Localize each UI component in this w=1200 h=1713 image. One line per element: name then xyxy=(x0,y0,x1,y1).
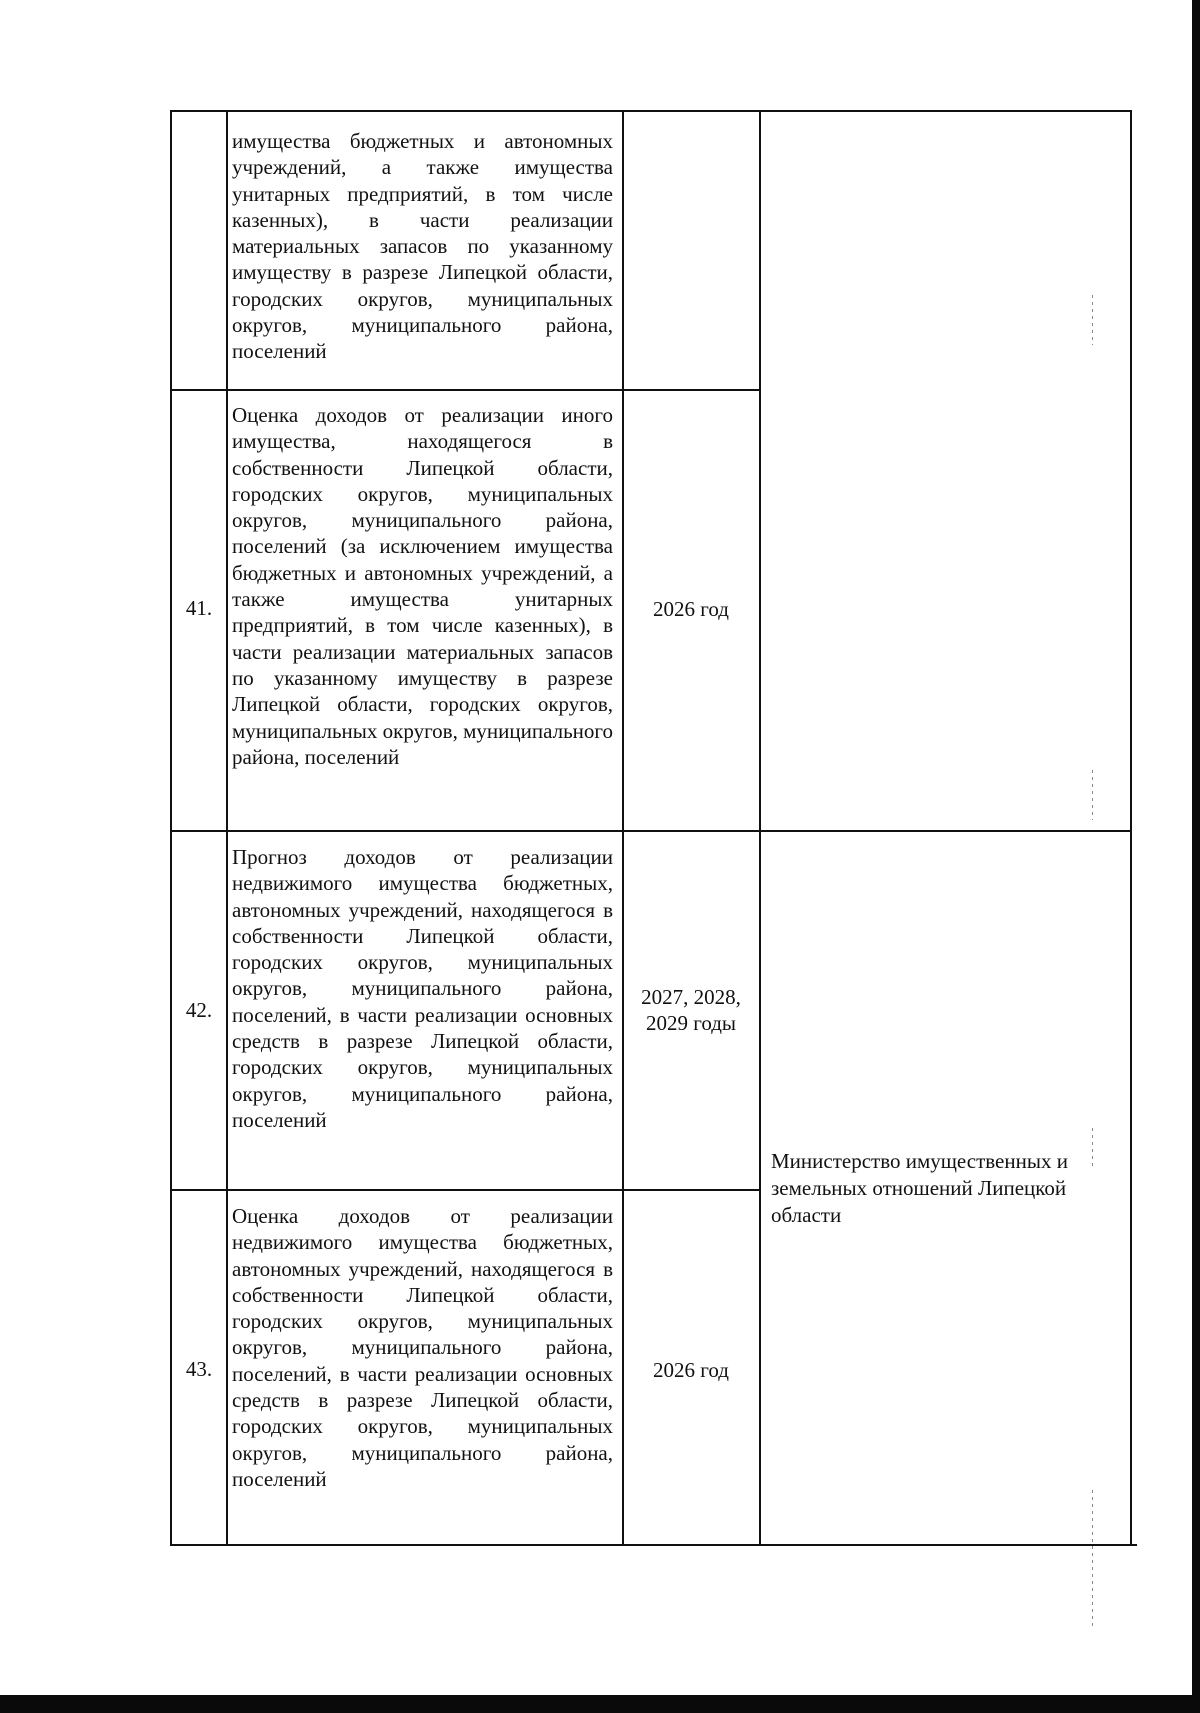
row-separator-3 xyxy=(170,1189,760,1191)
scan-artifact xyxy=(1092,1490,1093,1630)
row-description: Оценка доходов от реализации недвижимого имущества бюджетных, автономных учреждений, находящегося в собственности Липецкой области, городских округов, муниципальных округов, муниципального района, поселений, в части реализации основных средств в разрезе Липецкой области, городских округов, муниципальных округов, муниципального района, поселений xyxy=(232,1204,613,1491)
row-number: 43. xyxy=(185,1357,213,1381)
row-description: Прогноз доходов от реализации недвижимого имущества бюджетных, автономных учреждений, находящегося в собственности Липецкой области, городских округов, муниципальных округов, муниципального района, поселений, в части реализации основных средств в разрезе Липецкой области, городских округов, муниципальных округов, муниципального района, поселений xyxy=(232,845,613,1132)
responsible-ministry: Министерство имущественных и земельных отношений Липецкой области xyxy=(771,1149,1068,1227)
table-border-top xyxy=(170,110,1132,112)
table-border-right xyxy=(1130,110,1132,1546)
col-divider-1 xyxy=(226,110,228,1546)
scan-artifact xyxy=(1092,770,1093,820)
scan-artifact xyxy=(1092,1128,1093,1168)
table-border-bottom xyxy=(170,1544,1137,1546)
row-description: имущества бюджетных и автономных учреждений, а также имущества унитарных предприятий, в том числе казенных), в части реализации материальных запасов по указанному имуществу в разрезе Липецкой области, городских округов, муниципальных округов, муниципального района, поселений xyxy=(232,129,613,364)
scan-edge-right xyxy=(1192,0,1200,1713)
row-description: Оценка доходов от реализации иного имущества, находящегося в собственности Липецкой области, городских округов, муниципальных округов, муниципального района, поселений (за исключением имущества бюджетных и автономных учреждений, а также имущества унитарных предприятий, в том числе казенных), в части реализации материальных запасов по указанному имуществу в разрезе Липецкой области, городских округов, муниципальных округов, муниципального района, поселений xyxy=(232,403,613,769)
col-divider-2 xyxy=(622,110,624,1546)
row-number: 41. xyxy=(185,596,213,620)
scan-artifact xyxy=(1092,295,1093,345)
col-divider-3 xyxy=(759,110,761,1546)
row-period: 2026 год xyxy=(653,1358,729,1382)
row-separator-2 xyxy=(170,830,1132,832)
table-border-left xyxy=(170,110,172,1546)
row-number: 42. xyxy=(185,998,213,1022)
row-separator-1 xyxy=(170,389,760,391)
scan-edge-bottom xyxy=(0,1695,1200,1713)
row-period: 2027, 2028, 2029 годы xyxy=(641,985,741,1035)
row-period: 2026 год xyxy=(653,597,729,621)
